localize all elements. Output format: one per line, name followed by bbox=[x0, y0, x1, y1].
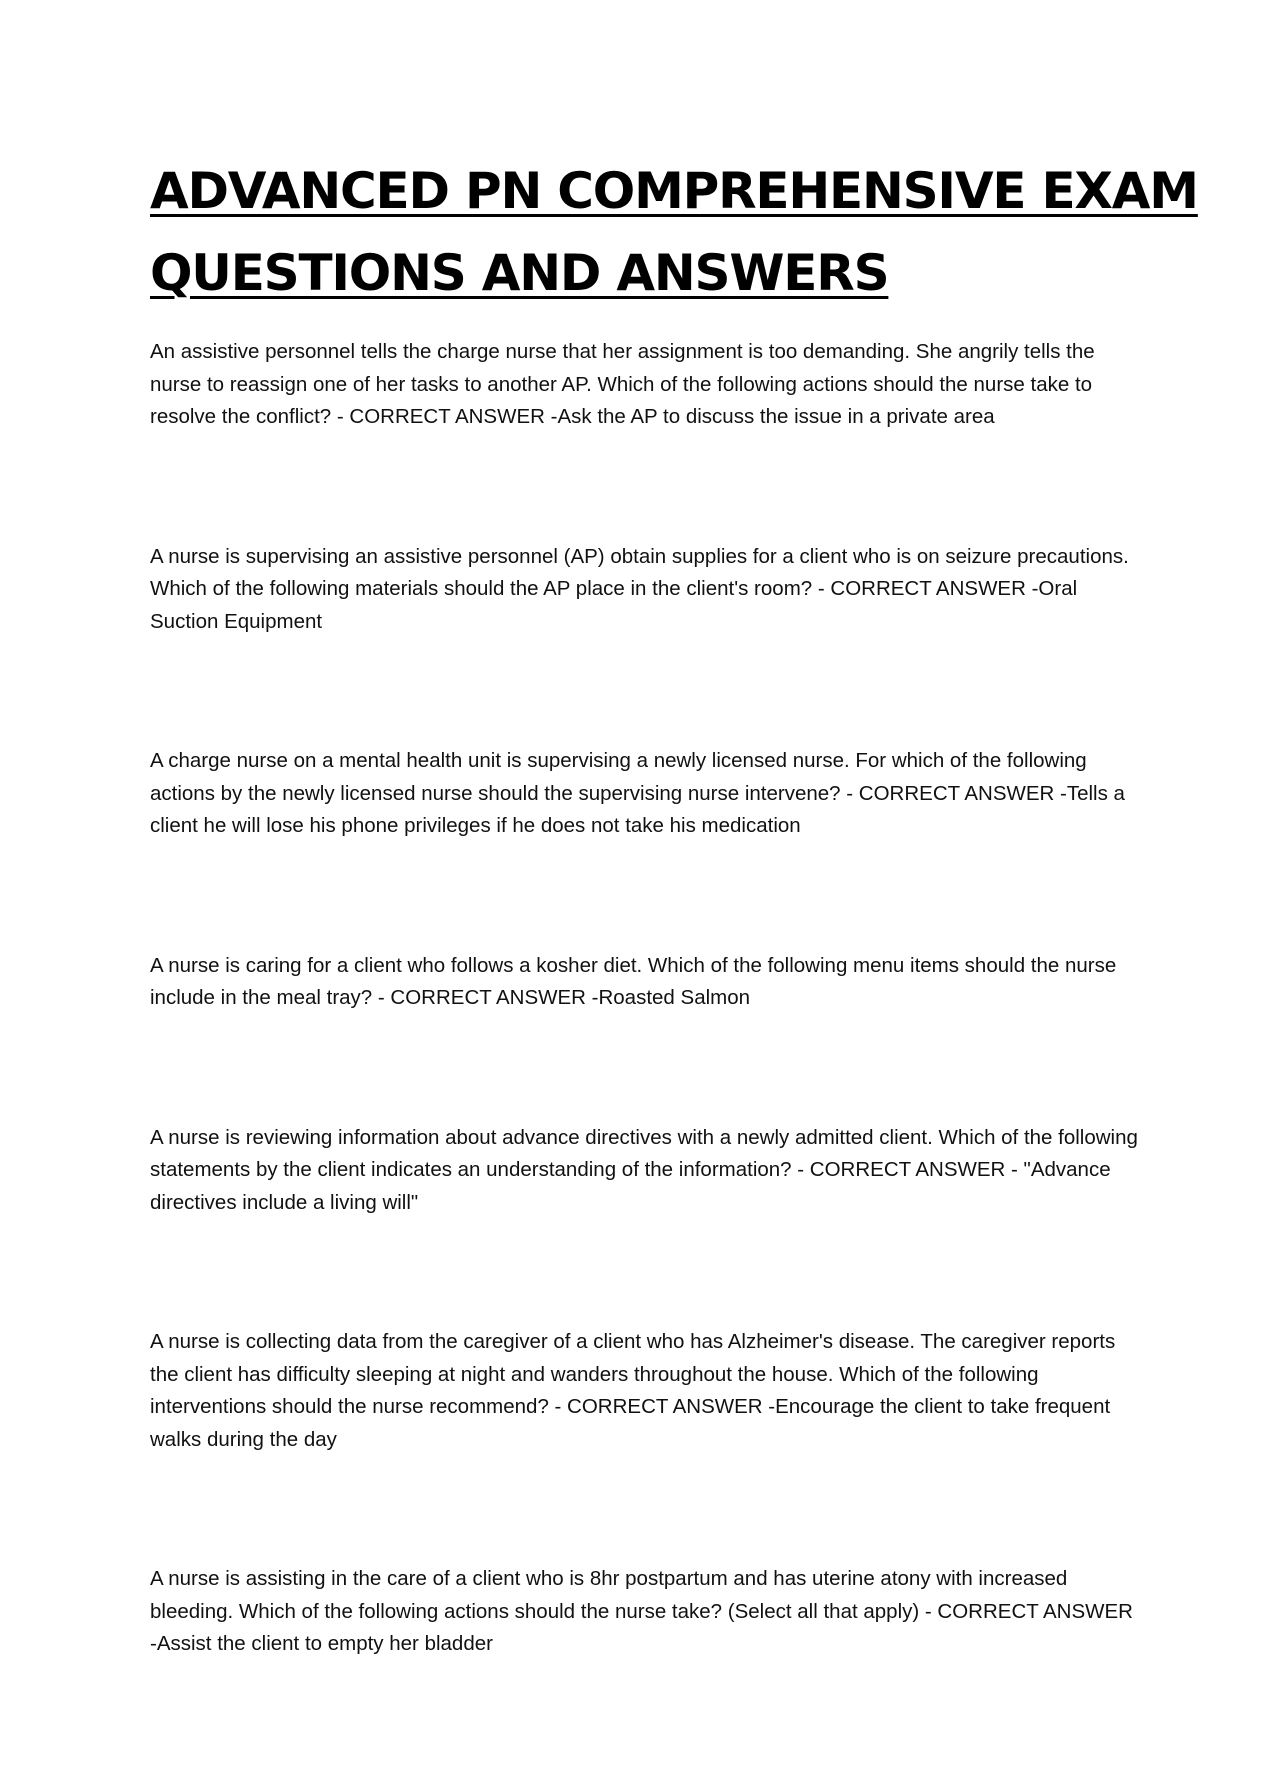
qa-item-5: A nurse is reviewing information about advance directives with a newly admitted client. Which of the following statements by the client indicates an understanding of the information? - CORRECT ANSWER - "Advance directives include a living will" bbox=[150, 1125, 1138, 1214]
qa-item-1: An assistive personnel tells the charge nurse that her assignment is too demanding. She angrily tells the nurse to reassign one of her tasks to another AP. Which of the following actions should the nurse take to resolve the conflict? - CORRECT ANSWER -Ask the AP to discuss the issue in a private area bbox=[150, 340, 1095, 428]
document-title bbox=[150, 150, 1198, 314]
qa-item-4: A nurse is caring for a client who follows a kosher diet. Which of the following menu items should the nurse include in the meal tray? - CORRECT ANSWER -Roasted Salmon bbox=[150, 953, 1117, 1009]
qa-list bbox=[150, 336, 1140, 1661]
document-page bbox=[150, 150, 1198, 1768]
qa-item-2: A nurse is supervising an assistive personnel (AP) obtain supplies for a client who is on seizure precautions. Which of the following materials should the AP place in the client's room? - CORRECT ANSWER -Oral Suction Equipment bbox=[150, 544, 1129, 633]
title-line-2: QUESTIONS AND ANSWERS bbox=[150, 244, 889, 302]
qa-item-6: A nurse is collecting data from the caregiver of a client who has Alzheimer's disease. The caregiver reports the client has difficulty sleeping at night and wanders throughout the house. Which of the following interventions should the nurse recommend? - CORRECT ANSWER -Encourage the client to take frequent walks during the day bbox=[150, 1330, 1116, 1451]
qa-item-7: A nurse is assisting in the care of a client who is 8hr postpartum and has uterine atony with increased bleeding. Which of the following actions should the nurse take? (Select all that apply) - CORRECT ANSWER -Assist the client to empty her bladder bbox=[150, 1567, 1133, 1655]
title-line-1: ADVANCED PN COMPREHENSIVE EXAM bbox=[150, 162, 1198, 220]
qa-item-3: A charge nurse on a mental health unit is supervising a newly licensed nurse. For which of the following actions by the newly licensed nurse should the supervising nurse intervene? - CORRECT ANSWER -Tells a client he will lose his phone privileges if he does not take his medication bbox=[150, 749, 1125, 837]
